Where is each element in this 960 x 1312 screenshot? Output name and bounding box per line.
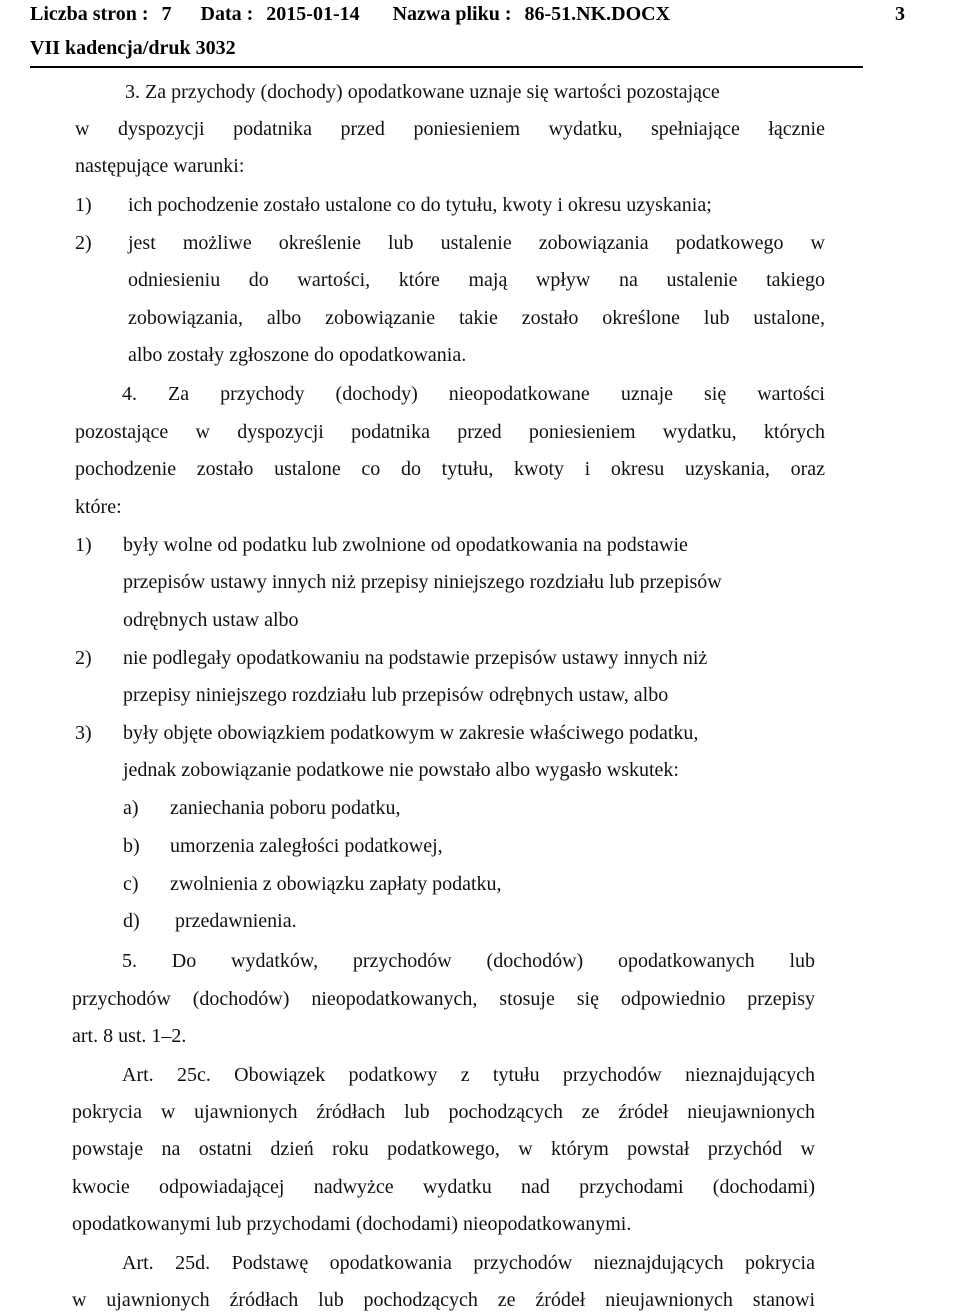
text-line: w dyspozycji podatnika przed poniesieniem wydatku, spełniające łącznie <box>75 118 825 140</box>
text-line: nie podlegały opodatkowaniu na podstawie przepisów ustawy innych niż <box>123 647 708 669</box>
page-number: 3 <box>895 3 905 25</box>
list-marker: 2) <box>75 232 92 254</box>
text-line: pozostające w dyspozycji podatnika przed poniesieniem wydatku, których <box>75 421 825 443</box>
text-line: zaniechania poboru podatku, <box>170 797 401 819</box>
text-line: umorzenia zaległości podatkowej, <box>170 835 443 857</box>
pages-label: Liczba stron : <box>30 3 149 25</box>
text-line: które: <box>75 496 122 518</box>
text-line: przychodów (dochodów) nieopodatkowanych, stosuje się odpowiednio przepisy <box>72 988 815 1010</box>
text-line: 3. Za przychody (dochody) opodatkowane uznaje się wartości pozostające <box>125 81 720 103</box>
text-line: Art. 25d. Podstawę opodatkowania przychodów nieznajdujących pokrycia <box>122 1252 815 1274</box>
term-label: VII kadencja/druk 3032 <box>30 37 236 59</box>
list-marker: d) <box>123 910 140 932</box>
text-line: albo zostały zgłoszone do opodatkowania. <box>128 344 467 366</box>
list-marker: 3) <box>75 722 92 744</box>
text-line: Art. 25c. Obowiązek podatkowy z tytułu przychodów nieznajdujących <box>122 1064 815 1086</box>
list-marker: c) <box>123 873 139 895</box>
text-line: odrębnych ustaw albo <box>123 609 299 631</box>
text-line: 5. Do wydatków, przychodów (dochodów) opodatkowanych lub <box>122 950 815 972</box>
list-marker: 1) <box>75 194 92 216</box>
file-name-label: Nazwa pliku : <box>392 3 512 25</box>
text-line: były objęte obowiązkiem podatkowym w zakresie właściwego podatku, <box>123 722 699 744</box>
header-rule <box>30 66 863 68</box>
text-line: w ujawnionych źródłach lub pochodzących ze źródeł nieujawnionych stanowi <box>72 1289 815 1311</box>
text-line: zwolnienia z obowiązku zapłaty podatku, <box>170 873 502 895</box>
text-line: art. 8 ust. 1–2. <box>72 1025 187 1047</box>
text-line: ich pochodzenie zostało ustalone co do tytułu, kwoty i okresu uzyskania; <box>128 194 712 216</box>
text-line: powstaje na ostatni dzień roku podatkowego, w którym powstał przychód w <box>72 1138 815 1160</box>
text-line: zobowiązania, albo zobowiązanie takie zostało określone lub ustalone, <box>128 307 825 329</box>
text-line: następujące warunki: <box>75 155 245 177</box>
text-line: odniesieniu do wartości, które mają wpływ na ustalenie takiego <box>128 269 825 291</box>
document-header <box>30 3 670 26</box>
list-marker: 1) <box>75 534 92 556</box>
text-line: pokrycia w ujawnionych źródłach lub pochodzących ze źródeł nieujawnionych <box>72 1101 815 1123</box>
date-value: 2015-01-14 <box>266 3 360 25</box>
text-line: przepisów ustawy innych niż przepisy niniejszego rozdziału lub przepisów <box>123 571 722 593</box>
text-line: kwocie odpowiadającej nadwyżce wydatku nad przychodami (dochodami) <box>72 1176 815 1198</box>
text-line: 4. Za przychody (dochody) nieopodatkowane uznaje się wartości <box>122 383 825 405</box>
text-line: były wolne od podatku lub zwolnione od opodatkowania na podstawie <box>123 534 688 556</box>
pages-value: 7 <box>161 3 172 25</box>
text-line: jednak zobowiązanie podatkowe nie powstało albo wygasło wskutek: <box>123 759 679 781</box>
text-line: opodatkowanymi lub przychodami (dochodami) nieopodatkowanymi. <box>72 1213 632 1235</box>
list-marker: 2) <box>75 647 92 669</box>
file-name-value: 86-51.NK.DOCX <box>524 3 671 25</box>
list-marker: b) <box>123 835 140 857</box>
date-label: Data : <box>200 3 254 25</box>
list-marker: a) <box>123 797 139 819</box>
text-line: przepisy niniejszego rozdziału lub przepisów odrębnych ustaw, albo <box>123 684 669 706</box>
text-line: przedawnienia. <box>175 910 297 932</box>
text-line: pochodzenie zostało ustalone co do tytułu, kwoty i okresu uzyskania, oraz <box>75 458 825 480</box>
text-line: jest możliwe określenie lub ustalenie zobowiązania podatkowego w <box>128 232 825 254</box>
